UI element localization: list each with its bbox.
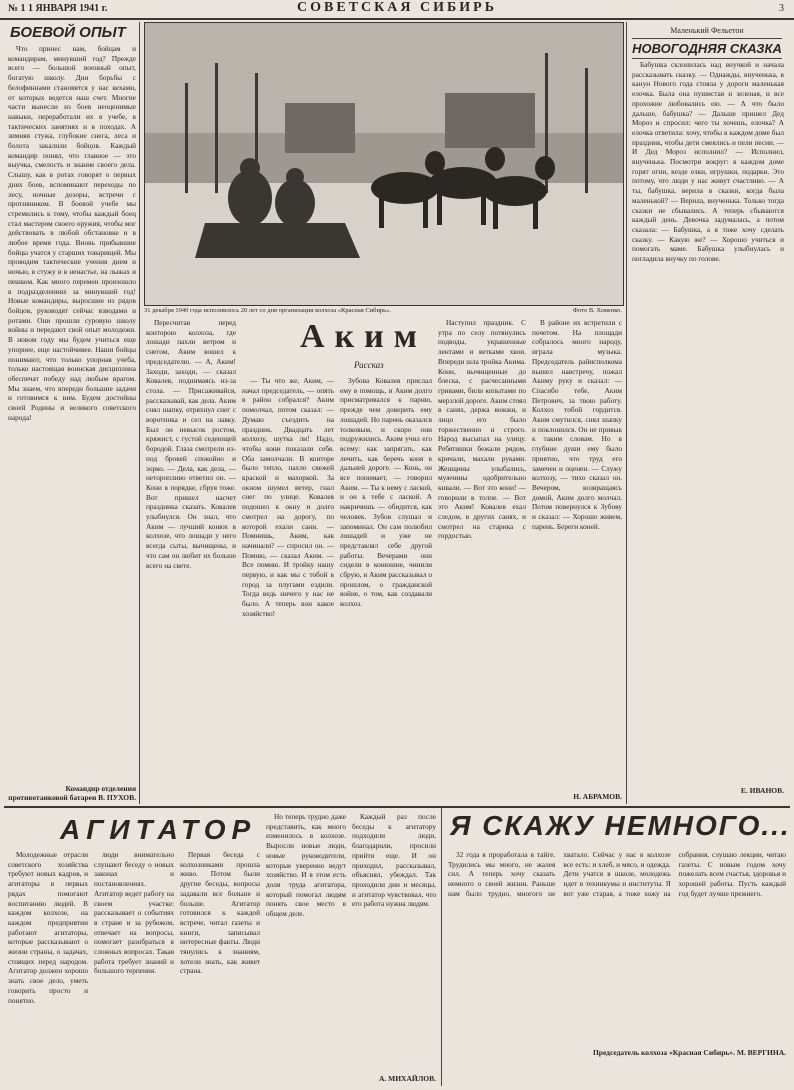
photo-image <box>145 23 623 305</box>
article-signature: Е. ИВАНОВ. <box>740 786 784 795</box>
article-text: Молодежные отрасли советского хозяйства требуют новых кадров, и агитаторы в первых рядах помогают воспитанию людей. В каждом колхозе, на каждом предприятии работают агитаторы, которые рассказывают о жизни страны, о задачах, стоящих перед народом. Агитатор должен хорошо знать свое дело, уметь говорить просто и понятно. <box>8 850 88 1005</box>
article-signature: Председатель колхоза «Красная Сибирь». М. ВЕРГИНА. <box>592 1048 786 1057</box>
article-text: 32 года я проработала в тайге. Трудились мы много, не жалея сил. А теперь хочу сказать немного о своей жизни. Раньше нам было трудно, многого не хватало. Сейчас у нас в колхозе все есть: и хлеб, и мясо, и одежда. Дети учатся в школе, молодежь идет в техникумы и институты. Я вот уже старая, а тоже хожу на собрания, слушаю лекции, читаю газеты. С новым годом хочу пожелать всем счастья, здоровья и хорошей работы. Пусть каждый год будет лучше прежнего. <box>448 850 786 898</box>
article-signature: А. МИХАЙЛОВ. <box>378 1074 436 1083</box>
photo-credit: Фото В. Хоменко. <box>572 307 622 314</box>
article-text: В районе их встретили с почетом. На площади собралось много народу, играла музыка. Председатель райисполкома вышел навстречу, пожал Акиму руку и сказал: — Спасибо тебе, Аким Петрович, за твою работу. Колхоз тобой гордится. Аким смутился, снял шапку и поклонился. Он не привык к таким словам. Но в глубине души ему было приятно, что труд его замечен и оценен. — Служу колхозу, — тихо сказал он. Вечером, возвращаясь домой, Аким долго молчал. Потом повернулся к Зубову и сказал: — Хорошо живем, парень. Береги коней. <box>532 318 622 531</box>
article-text: Но теперь трудно даже представить, как много изменилось в колхозе. Выросли новые люди, новые руководители, которые уверенно ведут хозяйство. И в этом есть доля труда агитатора, который помогал людям понять свое место в общем деле. <box>266 812 346 919</box>
article-text: Что принес нам, бойцам и командирам, минувший год? Прежде всего — большой военный опыт, богатую школу. Дни борьбы с белофиннами становятся у нас вехами, от которых ведется наш счет. Многие части вынесли из боев неоценимые навыки, переработали их в учебе, в тактических занятиях и в походах. А зимняя стужа, глубокие снега, леса и болота закалили бойцов. Каждый командир понял, что главное — это выучка, смелость и знание своего дела. Слышу, как в ротах говорят о первых днях боев, вспоминают переходы по лесу, ночные дозоры, встречи с противником. В боевой учебе мы стремились к тому, чтобы каждый боец стал мастером своего оружия, чтобы мог действовать в любой обстановке и в любое время года. Вновь прибывшие бойцы учатся у старших товарищей. Мы проводим тактические учения днем и ночью, в стужу и в ненастье, на лыжах и пешком. Как много перемен произошло в подразделениях за минувший год! Новые командиры, выросшие из рядов бойцов, руководят сейчас взводами и ротами. Они прошли суровую школу войны и передают свой опыт молодежи. В новом году мы будем учиться еще упорнее, еще настойчивее. Наши бойцы понимают, что только упорная учеба, только настоящая воинская дисциплина обеспечат победу над любым врагом. Мы знаем, что впереди большие задачи и готовимся к ним. Будем достойны своей Родины и великого советского народа! <box>8 44 136 422</box>
agitator-column-1 <box>8 850 88 1082</box>
caption-text: 31 декабря 1940 года исполнилось 20 лет со дня организации колхоза «Красная Сибирь». <box>144 307 392 314</box>
issue-date: № 1 1 ЯНВАРЯ 1941 г. <box>8 3 108 14</box>
article-title-boevoy-opyt: БОЕВОЙ ОПЫТ <box>10 24 126 41</box>
article-text: Пересчитав перед конторою колхоза, где лошади пахли ветром и снегом, Аким вошел к председателю. — А, Аким! Заходи, заходи, — сказал Ковалев, поднимаясь из-за стола. — Присаживайся, рассказывай, как дела. Аким снял шапку, отряхнул снег с воротника и сел на лавку. Был он невысок ростом, кряжист, с густой седеющей бородой. Глаза смотрели из-под бровей спокойно и зорко. — Дела, как дела, — неторопливо ответил он. — Кони в порядке, сбруя тоже. Вот пришел насчет праздника сказать. Ковалев улыбнулся. Он знал, что Аким — лучший конюх в колхозе, что лошади у него всегда сыты, вычищены, и что сам он любит их больше всего на свете. <box>146 318 236 570</box>
article-title-skaju: Я СКАЖУ НЕМНОГО... <box>450 810 791 841</box>
article-body-skazka <box>632 60 784 782</box>
story-title-akim: Аким <box>300 318 427 355</box>
article-text: Каждый раз после беседы к агитатору подходили люди, благодарили, просили прийти еще. И он приходил, рассказывал, объяснял, убеждал. Так проходили дни и месяцы, и агитатор чувствовал, что его работа нужна людям. <box>352 812 436 909</box>
article-text: люди внимательно слушают беседу о новых законах и постановлениях. Агитатор ведет работу на своем участке: рассказывает о событиях в стране и за рубежом, отвечает на вопросы, помогает разобраться в сложных вопросах. Такая работа требует знаний и большого терпения. <box>94 850 174 976</box>
agitator-column-5 <box>352 812 436 1070</box>
article-text: — Ты что же, Аким, — начал председатель, — опять в район собрался? Аким помолчал, потом сказал: — Думаю съездить на праздник. Двадцать лет колхозу, шутка ли! Надо, чтобы кони показали себя. Оба замолчали. В конторе было тепло, пахло свежей краской и махоркой. За окном шумел ветер, гнал снег по улице. Ковалев подошел к окну и долго смотрел на дорогу, по которой ехали сани. — Помнишь, Аким, как начинали? — спросил он. — Помню, — сказал Аким. — Все помню. И тройку нашу первую, и как мы с тобой в город за плугами ездили. Тогда ведь ничего у нас не было. А теперь вон какое хозяйство! <box>242 376 334 618</box>
column-divider <box>139 22 140 804</box>
column-divider <box>441 808 442 1086</box>
story-subtitle: Рассказ <box>354 360 384 370</box>
article-text: Наступил праздник. С утра по селу потянулись подводы, украшенные лентами и ветками хвои. Впереди шла тройка Акима. Кони, вычищенные до блеска, с расчесанными гривами, били копытами по мерзлой дороге. Аким стоял в санях, держа вожжи, и лицо его было торжественно и строго. Народ высыпал на улицу. Ребятишки бежали рядом, кричали, махали руками. Женщины улыбались, мужчины одобрительно кивали. — Вот это кони! — говорили в толпе. — Вот это Аким! Ковалев ехал следом, в других санях, и смотрел на старика с гордостью. <box>438 318 526 541</box>
photo-caption <box>144 307 622 315</box>
agitator-column-4 <box>266 812 346 1082</box>
section-divider <box>4 806 790 808</box>
akim-column-3 <box>340 376 432 802</box>
article-body-skaju <box>448 850 786 1040</box>
story-signature: Н. АБРАМОВ. <box>573 792 622 801</box>
article-body-boevoy-opyt <box>8 44 136 780</box>
agitator-column-3 <box>180 850 260 1082</box>
article-signature: Командир отделения противотанковой батареи В. ПУХОВ. <box>8 784 136 802</box>
feuilleton-kicker: Маленький Фельетон <box>670 26 744 35</box>
article-text: Зубова Ковалев прислал ему в помощь, и Аким долго присматривался к парню, прежде чем доверить ему лошадей. Но парень оказался толковым, и скоро они подружились. Аким учил его всему: как запрягать, как лечить, как беречь коня в дальней дороге. — Конь, он все понимает, — говорил Аким. — Ты к нему с лаской, и он к тебе с лаской. А накричишь — обидится, как человек. Зубов слушал и запоминал. Он сам полюбил лошадей и уже не представлял себе другой работы. Вечерами они сидели в конюшне, чинили сбрую, и Аким рассказывал о прошлом, о гражданской войне, о том, как создавали колхоз. <box>340 376 432 609</box>
article-text: Бабушка склонилась над внучкой и начала рассказывать сказку. — Однажды, внученька, в канун Нового года стояла у дороги маленькая елочка. Была она пушистая и зеленая, и все прохожие любовались ею. — А что было дальше, бабушка? — Дальше пришел Дед Мороз и спросил: чего ты хочешь, елочка? А елочка ответила: хочу, чтобы в каждом доме был праздник, чтобы дети смеялись и пели песни. — И Дед Мороз исполнил? — Исполнил, внученька. Посмотри вокруг: в каждом доме горят огни, везде елки, игрушки, подарки. Это потому, что люди у нас живут счастливо. — А ты, бабушка, верила в сказки, когда была маленькой? — Верила, внученька. Только тогда сказки не сбывались. А теперь сбываются каждый день. Девочка задумалась, а потом сказала: — Бабушка, а я тоже хочу сделать сказку. — Какую же? — Хорошо учиться и помогать маме. Бабушка улыбнулась и погладила внучку по голове. <box>632 60 784 264</box>
newspaper-title: СОВЕТСКАЯ СИБИРЬ <box>297 0 497 15</box>
article-title-agitator: АГИТАТОР <box>60 814 257 845</box>
agitator-column-2 <box>94 850 174 1082</box>
akim-column-4 <box>438 318 526 802</box>
article-title-skazka: НОВОГОДНЯЯ СКАЗКА <box>632 38 782 59</box>
page-number: 3 <box>779 3 784 14</box>
photo-troika <box>144 22 624 306</box>
masthead <box>0 0 794 20</box>
akim-column-5 <box>532 318 622 788</box>
column-divider <box>626 22 627 804</box>
akim-column-2 <box>242 376 334 802</box>
article-text: Первая беседа с колхозниками прошла живо. Потом были другие беседы, вопросы задавали все больше и больше. Агитатор готовился к каждой встрече, читал газеты и книги, записывал интересные факты. Люди тянулись к знаниям, хотели знать, как живет страна. <box>180 850 260 976</box>
akim-column-1 <box>146 318 236 802</box>
